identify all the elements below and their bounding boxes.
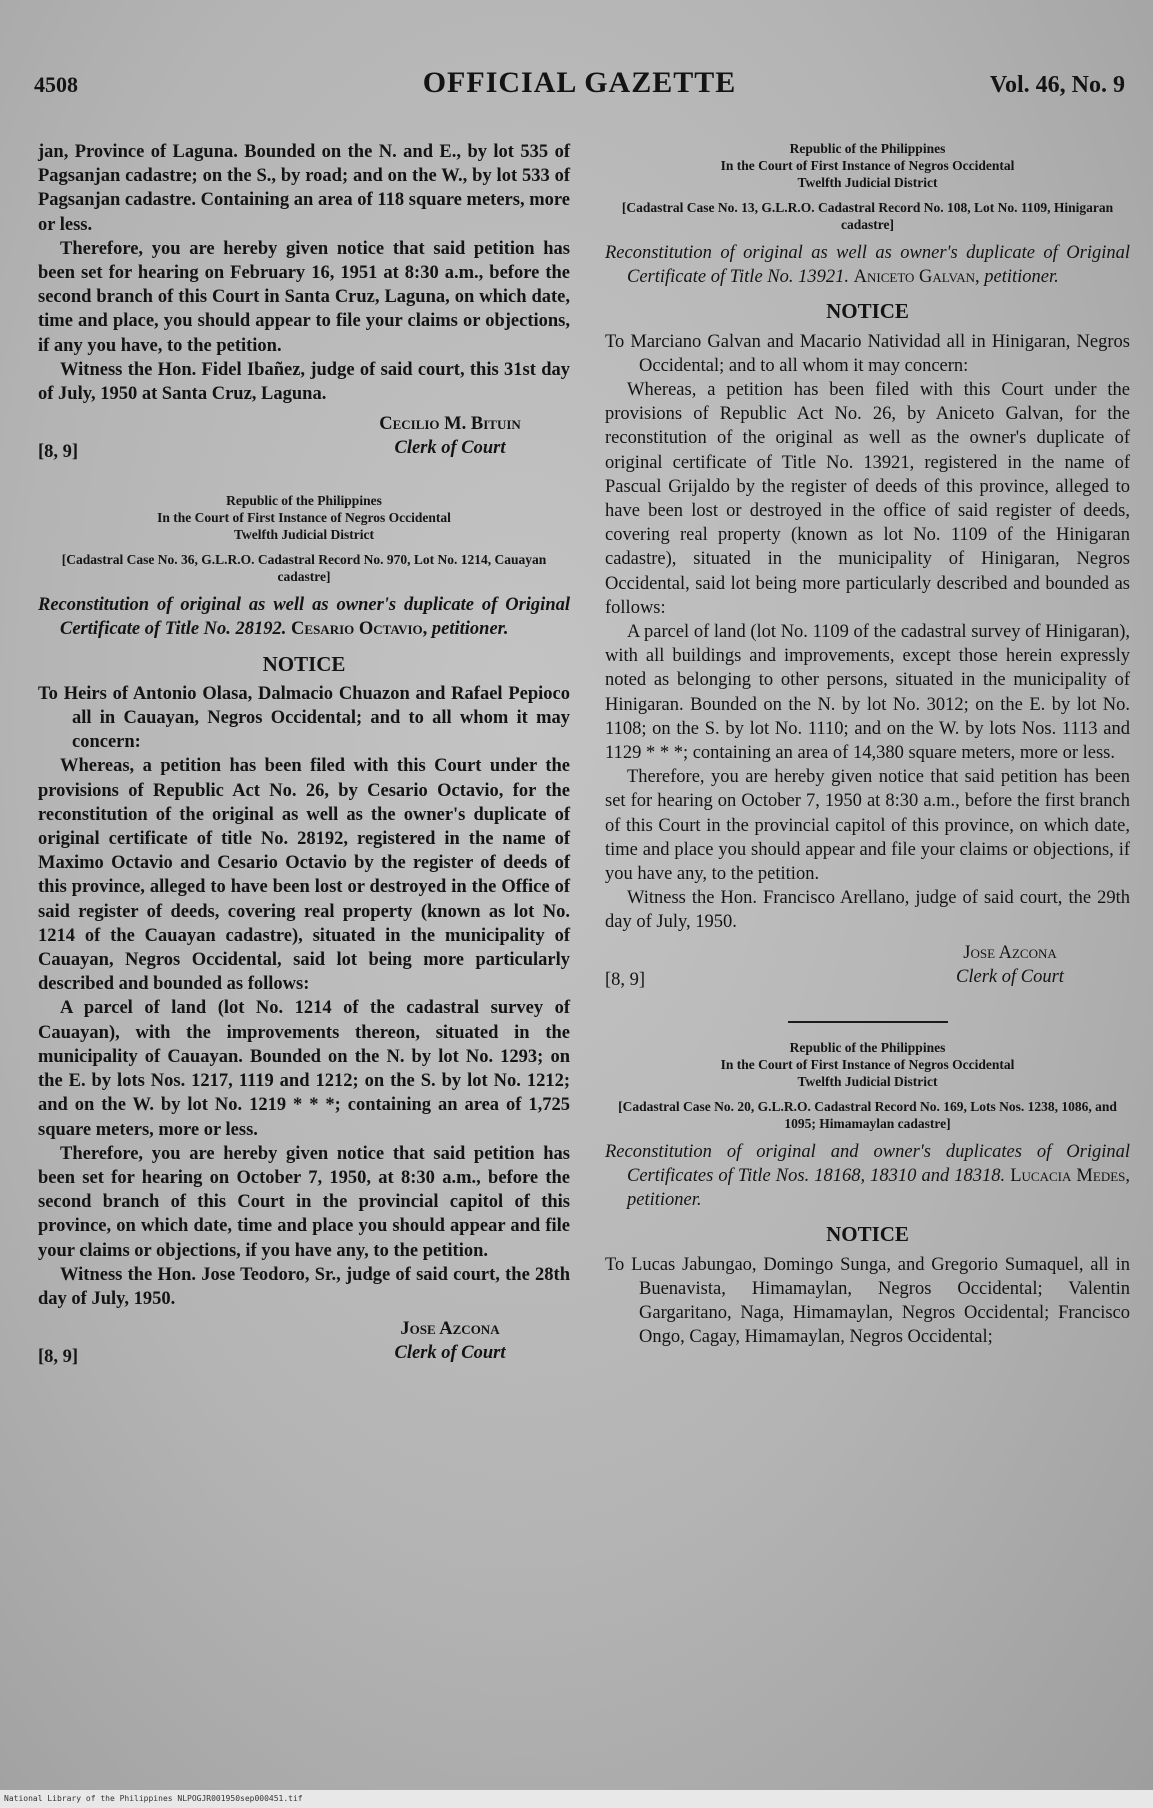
right-column bbox=[605, 140, 1130, 1349]
notice-addressees: To Heirs of Antonio Olasa, Dalmacio Chuazon and Rafael Pepioco all in Cauayan, Negros Occidental; and to all whom it may concern: bbox=[38, 683, 570, 753]
caption-line: Republic of the Philippines bbox=[226, 493, 382, 509]
caption-line: In the Court of First Instance of Negros Occidental bbox=[720, 1056, 1015, 1072]
paragraph: Witness the Hon. Francisco Arellano, judge of said court, the 29th day of July, 1950. bbox=[605, 888, 1130, 933]
left-column bbox=[38, 140, 570, 1375]
signatory-office: Clerk of Court bbox=[394, 1343, 506, 1364]
page-number: 4508 bbox=[34, 72, 78, 97]
reconstitution-text: Reconstitution of original and owner's duplicates of Original Certificates of Title Nos. 18168, 18310 and 18318. bbox=[605, 1141, 1130, 1186]
scan-footer: National Library of the Philippines NLPOGJR001950sep000451.tif bbox=[0, 1790, 1153, 1808]
paragraph: A parcel of land (lot No. 1109 of the cadastral survey of Hinigaran), with all buildings and improvements, except those herein expressly noted as belonging to other persons, situated in the municipality of Hinigaran. Bounded on the N. by lot No. 3012; on the E. by lot No. 1108; on the S. by lot No. 1110; and on the W. by lots Nos. 1113 and 1129 * * *; containing an area of 14,380 square meters, more or less. bbox=[605, 622, 1130, 764]
notice-addressees: To Lucas Jabungao, Domingo Sunga, and Gregorio Sumaquel, all in Buenavista, Himamaylan, Negros Occidental; Valentin Gargaritano, Naga, Himamaylan, Negros Occidental; Francisco Ongo, Cagay, Himamaylan, Negros Occidental; bbox=[605, 1254, 1130, 1348]
caption-line: Republic of the Philippines bbox=[789, 1039, 946, 1055]
paragraph: A parcel of land (lot No. 1214 of the cadastral survey of Cauayan), with the improvements thereon, situated in the municipality of Cauayan. Bounded on the N. by lot No. 1293; on the E. by lots Nos. 1217, 1119 and 1212; on the S. by lot No. 1212; and on the W. by lot No. 1219 * * *; containing an area of 1,725 square meters, more or less. bbox=[38, 998, 570, 1140]
issue-reference: [8, 9] bbox=[605, 970, 646, 991]
court-caption bbox=[605, 1039, 1130, 1090]
case-reference: [Cadastral Case No. 13, G.L.R.O. Cadastral Record No. 108, Lot No. 1109, Hinigaran cadastre] bbox=[621, 200, 1114, 232]
paragraph: Therefore, you are hereby given notice that said petition has been set for hearing on October 7, 1950, at 8:30 a.m., before the second branch of this Court in the provincial capitol of this province, on which date, time and place you should appear and file your claims or objections, if you have any, to the petition. bbox=[38, 1143, 570, 1261]
petitioner-name: Aniceto Galvan, bbox=[853, 267, 980, 288]
paragraph: Witness the Hon. Jose Teodoro, Sr., judge of said court, the 28th day of July, 1950. bbox=[38, 1264, 570, 1309]
reconstitution-title bbox=[605, 241, 1130, 289]
caption-line: In the Court of First Instance of Negros Occidental bbox=[720, 158, 1015, 173]
issue-reference: [8, 9] bbox=[38, 1346, 79, 1367]
notice-heading: NOTICE bbox=[826, 1222, 909, 1247]
reconstitution-title bbox=[38, 593, 570, 641]
signatory-name: Jose Azcona bbox=[963, 942, 1057, 963]
signatory-name: Cecilio M. Bituin bbox=[379, 414, 521, 435]
reconstitution-text: Reconstitution of original as well as owner's duplicate of Original Certificate of Title No. 28192. bbox=[38, 595, 570, 640]
page-header bbox=[34, 66, 1125, 106]
case-reference: [Cadastral Case No. 36, G.L.R.O. Cadastral Record No. 970, Lot No. 1214, Cauayan cadastre] bbox=[61, 552, 547, 585]
signature-block bbox=[38, 1317, 570, 1375]
case-reference: [Cadastral Case No. 20, G.L.R.O. Cadastral Record No. 169, Lots Nos. 1238, 1086, and 1095; Himamaylan cadastre] bbox=[618, 1098, 1117, 1131]
signatory-office: Clerk of Court bbox=[394, 438, 506, 459]
caption-line: Republic of the Philippines bbox=[789, 141, 946, 156]
paragraph: Witness the Hon. Fidel Ibañez, judge of said court, this 31st day of July, 1950 at Santa Cruz, Laguna. bbox=[38, 359, 570, 405]
paragraph: Therefore, you are hereby given notice that said petition has been set for hearing on October 7, 1950 at 8:30 a.m., before the first branch of this Court in the provincial capitol of this province, on which date, time and place you should appear and file your claims or objections, if you have any, to the petition. bbox=[605, 767, 1130, 885]
petitioner-name: Lucacia Medes, bbox=[1010, 1165, 1131, 1186]
notice-heading: NOTICE bbox=[826, 299, 909, 324]
signatory-name: Jose Azcona bbox=[400, 1319, 500, 1340]
caption-line: Twelfth Judicial District bbox=[234, 527, 374, 543]
caption-line: In the Court of First Instance of Negros Occidental bbox=[157, 510, 451, 526]
petitioner-role: petitioner. bbox=[627, 1190, 702, 1211]
section-divider bbox=[788, 1021, 948, 1023]
court-caption bbox=[38, 492, 570, 543]
signature-block bbox=[605, 941, 1130, 999]
petitioner-role: petitioner. bbox=[431, 619, 509, 640]
signatory-office: Clerk of Court bbox=[956, 966, 1064, 987]
court-caption bbox=[605, 140, 1130, 191]
petitioner-name: Cesario Octavio, bbox=[291, 619, 428, 640]
paragraph: Therefore, you are hereby given notice that said petition has been set for hearing on February 16, 1951 at 8:30 a.m., before the second branch of this Court in Santa Cruz, Laguna, on which date, time and place, you should appear to file your claims or objections, if any you have, to the petition. bbox=[38, 238, 570, 356]
paragraph: jan, Province of Laguna. Bounded on the N. and E., by lot 535 of Pagsanjan cadastre; on the S., by road; and on the W., by lot 533 of Pagsanjan cadastre. Containing an area of 118 square meters, more or less. bbox=[38, 142, 570, 235]
notice-heading: NOTICE bbox=[262, 651, 346, 676]
caption-line: Twelfth Judicial District bbox=[797, 1073, 938, 1089]
paragraph: Whereas, a petition has been filed with this Court under the provisions of Republic Act No. 26, by Cesario Octavio, for the reconstitution of the original as well as the owner's duplicate of original certificate of title No. 28192, registered in the name of Maximo Octavio and Cesario Octavio by the register of deeds of this province, alleged to have been lost or destroyed in the Office of said register of deeds, covering real property (known as lot No. 1214 of the Cauayan cadastre), situated in the municipality of Cauayan, Negros Occidental, said lot being more particularly described and bounded as follows: bbox=[38, 756, 570, 995]
publication-title: OFFICIAL GAZETTE bbox=[422, 66, 737, 99]
caption-line: Twelfth Judicial District bbox=[797, 175, 938, 190]
paragraph: Whereas, a petition has been filed with this Court under the provisions of Republic Act No. 26, by Aniceto Galvan, for the reconstitution of the original as well as the owner's duplicate of original certificate of Title No. 13921, registered in the name of Pascual Grijaldo by the register of deeds of this province, alleged to have been lost or destroyed in the office of said register of deeds, covering real property (known as lot No. 1109 of the Hinigaran cadastre), situated in the municipality of Hinigaran, Negros Occidental, said lot being more particularly described and bounded as follows: bbox=[605, 380, 1130, 618]
issue-reference: [8, 9] bbox=[38, 442, 79, 463]
volume-number: Vol. 46, No. 9 bbox=[989, 72, 1125, 98]
notice-addressees: To Marciano Galvan and Macario Natividad all in Hinigaran, Negros Occidental; and to all whom it may concern: bbox=[605, 331, 1130, 376]
reconstitution-text: Reconstitution of original as well as owner's duplicate of Original Certificate of Title No. 13921. bbox=[605, 243, 1130, 288]
signature-block bbox=[38, 412, 570, 470]
reconstitution-title bbox=[605, 1140, 1130, 1213]
petitioner-role: petitioner. bbox=[984, 267, 1059, 288]
